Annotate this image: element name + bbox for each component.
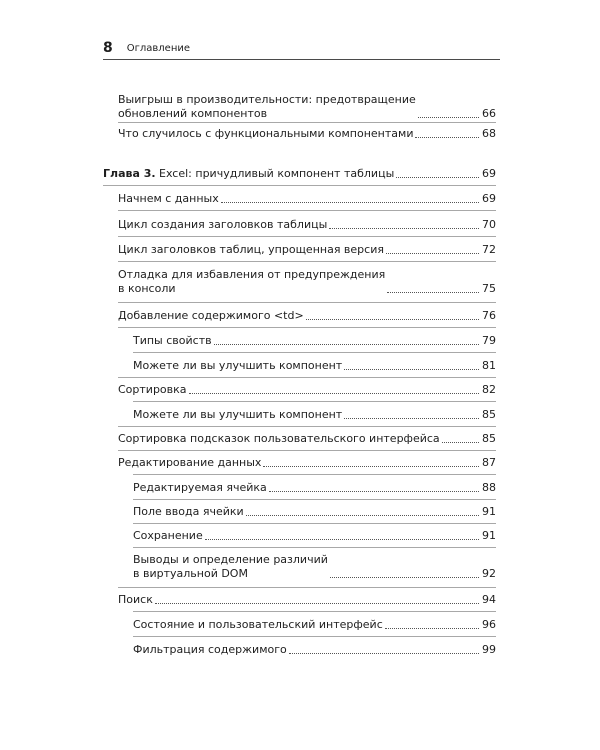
entry-divider (118, 327, 496, 328)
toc-entry[interactable] (118, 192, 496, 206)
toc-entry-title: Типы свойств (133, 334, 212, 347)
toc-entry-title: Выводы и определение различий в виртуальной DOM (133, 553, 328, 580)
toc-entry[interactable] (118, 432, 496, 446)
entry-divider (118, 426, 496, 427)
running-head-title: Оглавление (126, 43, 191, 54)
toc-entry-title: Можете ли вы улучшить компонент (133, 359, 343, 372)
toc-entry-page: 72 (482, 243, 496, 256)
toc-entry[interactable] (118, 93, 496, 121)
toc-entry-page: 85 (482, 432, 496, 445)
toc-entry-page: 96 (482, 618, 496, 631)
toc-subentry[interactable] (133, 505, 496, 519)
leader-dots (442, 441, 479, 443)
toc-subentry[interactable] (133, 334, 496, 348)
leader-dots (155, 602, 479, 604)
leader-dots (418, 116, 479, 118)
toc-entry[interactable] (118, 593, 496, 607)
entry-divider (133, 401, 496, 402)
toc-subentry[interactable] (133, 643, 496, 657)
leader-dots (246, 514, 479, 516)
entry-divider (133, 636, 496, 637)
entry-divider (118, 210, 496, 211)
toc-entry-page: 69 (482, 192, 496, 205)
leader-dots (386, 252, 479, 254)
toc-subentry[interactable] (133, 408, 496, 422)
leader-dots (385, 627, 479, 629)
leader-dots (221, 201, 479, 203)
toc-entry-page: 82 (482, 383, 496, 396)
toc-entry[interactable] (118, 127, 496, 141)
toc-entry[interactable] (118, 309, 496, 323)
toc-entry-page: 87 (482, 456, 496, 469)
toc-subentry[interactable] (133, 529, 496, 543)
toc-entry[interactable] (118, 268, 496, 296)
page-header (103, 36, 500, 60)
leader-dots (415, 136, 479, 138)
toc-entry-title: Редактирование данных (118, 456, 262, 469)
toc-entry-title: Добавление содержимого <td> (118, 309, 304, 322)
leader-dots (205, 538, 479, 540)
toc-entry-page: 70 (482, 218, 496, 231)
toc-entry-page: 68 (482, 127, 496, 140)
toc-entry[interactable] (118, 218, 496, 232)
toc-entry-page: 99 (482, 643, 496, 656)
toc-entry-title: Цикл создания заголовков таблицы (118, 218, 328, 231)
leader-dots (289, 652, 479, 654)
toc-entry[interactable] (118, 456, 496, 470)
toc-entry-title: Поле ввода ячейки (133, 505, 244, 518)
entry-divider (118, 261, 496, 262)
toc-subentry[interactable] (133, 359, 496, 373)
toc-subentry[interactable] (133, 618, 496, 632)
leader-dots (396, 176, 479, 178)
toc-entry-title: Начнем с данных (118, 192, 219, 205)
toc-entry-title: Excel: причудливый компонент таблицы (155, 167, 395, 180)
leader-dots (263, 465, 479, 467)
leader-dots (269, 490, 479, 492)
toc-subentry[interactable] (133, 481, 496, 495)
entry-divider (118, 450, 496, 451)
leader-dots (330, 576, 479, 578)
toc-entry-page: 92 (482, 567, 496, 580)
toc-entry-page: 85 (482, 408, 496, 421)
toc-entry-title: Отладка для избавления от предупреждения в консоли (118, 268, 386, 295)
toc-entry-page: 94 (482, 593, 496, 606)
entry-divider (118, 587, 496, 588)
leader-dots (329, 227, 479, 229)
entry-divider (118, 236, 496, 237)
entry-divider (133, 352, 496, 353)
toc-entry[interactable] (118, 243, 496, 257)
entry-divider (133, 499, 496, 500)
toc-entry-page: 88 (482, 481, 496, 494)
entry-divider (118, 302, 496, 303)
toc-entry-page: 79 (482, 334, 496, 347)
entry-divider (133, 523, 496, 524)
toc-entry-title: Фильтрация содержимого (133, 643, 287, 656)
entry-divider (118, 122, 496, 123)
leader-dots (306, 318, 479, 320)
toc-entry-page: 76 (482, 309, 496, 322)
toc-entry-title: Выигрыш в производительности: предотвращение обновлений компонентов (118, 93, 416, 120)
toc-entry-title: Сортировка подсказок пользовательского интерфейса (118, 432, 440, 445)
page-number: 8 (103, 40, 113, 56)
toc-entry-title: Редактируемая ячейка (133, 481, 267, 494)
toc-entry-title: Сортировка (118, 383, 187, 396)
leader-dots (189, 392, 479, 394)
toc-entry-title: Можете ли вы улучшить компонент (133, 408, 343, 421)
toc-entry-page: 81 (482, 359, 496, 372)
toc-entry-page: 91 (482, 529, 496, 542)
toc-entry[interactable] (118, 383, 496, 397)
entry-divider (118, 377, 496, 378)
toc-entry-page: 66 (482, 107, 496, 120)
toc-entry-title: Поиск (118, 593, 153, 606)
chapter-label: Глава 3. (103, 167, 156, 180)
entry-divider (133, 474, 496, 475)
entry-divider (133, 611, 496, 612)
leader-dots (387, 291, 479, 293)
toc-entry-title: Что случилось с функциональными компонентами (118, 127, 414, 140)
toc-entry-page: 91 (482, 505, 496, 518)
toc-subentry[interactable] (133, 553, 496, 581)
leader-dots (344, 417, 479, 419)
toc-entry-page: 69 (482, 167, 496, 180)
leader-dots (344, 368, 479, 370)
leader-dots (214, 343, 479, 345)
toc-entry-title: Сохранение (133, 529, 203, 542)
toc-chapter-entry[interactable] (103, 167, 496, 181)
toc-entry-page: 75 (482, 282, 496, 295)
toc-entry-title: Цикл заголовков таблиц, упрощенная версия (118, 243, 384, 256)
entry-divider (133, 547, 496, 548)
toc-entry-title: Состояние и пользовательский интерфейс (133, 618, 383, 631)
entry-divider (103, 185, 496, 186)
